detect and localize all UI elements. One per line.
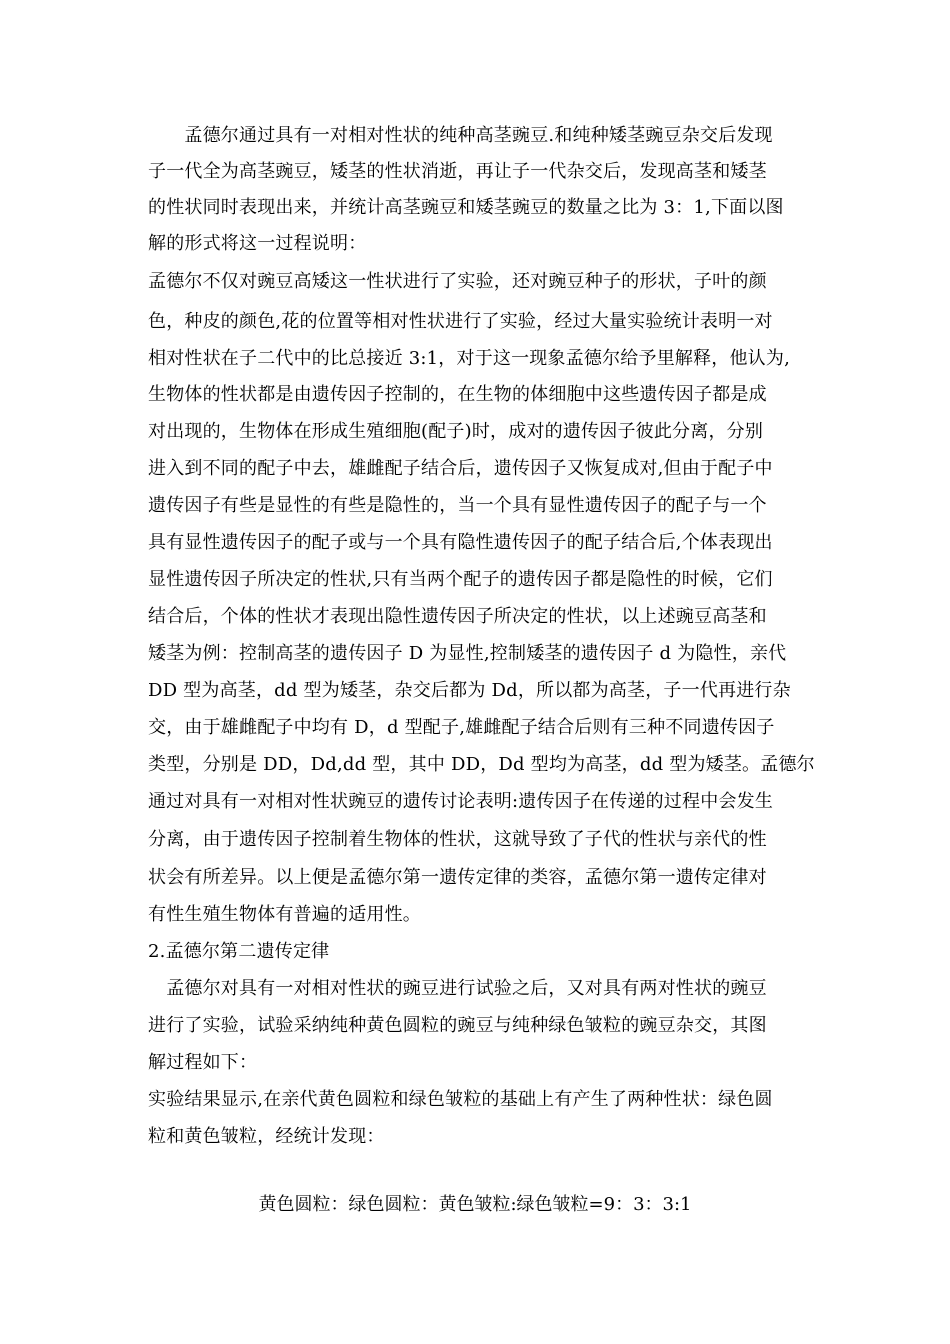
paragraph-1-line: 的性状同时表现出来，并统计高茎豌豆和矮茎豌豆的数量之比为 3：1,下面以图 bbox=[148, 197, 784, 218]
paragraph-4-line: 粒和黄色皱粒，经统计发现： bbox=[148, 1126, 385, 1147]
paragraph-2-line: 显性遗传因子所决定的性状,只有当两个配子的遗传因子都是隐性的时候，它们 bbox=[148, 569, 773, 590]
paragraph-2-line: 交，由于雄雌配子中均有 D，d 型配子,雄雌配子结合后则有三种不同遗传因子 bbox=[148, 717, 775, 738]
paragraph-2-line: 相对性状在子二代中的比总接近 3:1，对于这一现象孟德尔给予里解释，他认为, bbox=[148, 348, 791, 369]
paragraph-2-line: 对出现的，生物体在形成生殖细胞(配子)时，成对的遗传因子彼此分离，分别 bbox=[148, 421, 764, 442]
paragraph-1-line: 解的形式将这一过程说明： bbox=[148, 233, 367, 254]
paragraph-2-line: 生物体的性状都是由遗传因子控制的，在生物的体细胞中这些遗传因子都是成 bbox=[148, 384, 767, 405]
paragraph-2-line: 类型，分别是 DD，Dd,dd 型，其中 DD，Dd 型均为高茎，dd 型为矮茎。孟德尔 bbox=[148, 754, 815, 775]
paragraph-2-line: 矮茎为例：控制高茎的遗传因子 D 为显性,控制矮茎的遗传因子 d 为隐性，亲代 bbox=[148, 643, 787, 664]
paragraph-2-line: 孟德尔不仅对豌豆高矮这一性状进行了实验，还对豌豆种子的形状，子叶的颜 bbox=[148, 271, 767, 292]
paragraph-1-line: 子一代全为高茎豌豆，矮茎的性状消逝，再让子一代杂交后，发现高茎和矮茎 bbox=[148, 161, 767, 182]
paragraph-3-line: 解过程如下： bbox=[148, 1052, 258, 1073]
paragraph-2-line: 色，种皮的颜色,花的位置等相对性状进行了实验，经过大量实验统计表明一对 bbox=[148, 311, 773, 332]
paragraph-3-line: 进行了实验，试验采纳纯种黄色圆粒的豌豆与纯种绿色皱粒的豌豆杂交，其图 bbox=[148, 1015, 767, 1036]
paragraph-2-line: 状会有所差异。以上便是孟德尔第一遗传定律的类容，孟德尔第一遗传定律对 bbox=[148, 867, 767, 888]
paragraph-1-line: 孟德尔通过具有一对相对性状的纯种高茎豌豆.和纯种矮茎豌豆杂交后发现 bbox=[148, 125, 773, 146]
paragraph-2-line: 分离，由于遗传因子控制着生物体的性状，这就导致了子代的性状与亲代的性 bbox=[148, 829, 767, 850]
paragraph-4-line: 实验结果显示,在亲代黄色圆粒和绿色皱粒的基础上有产生了两种性状：绿色圆 bbox=[148, 1089, 773, 1110]
paragraph-2-line: 进入到不同的配子中去，雄雌配子结合后，遗传因子又恢复成对,但由于配子中 bbox=[148, 458, 773, 479]
ratio-equation: 黄色圆粒：绿色圆粒：黄色皱粒:绿色皱粒=9：3：3:1 bbox=[258, 1194, 692, 1215]
paragraph-2-line: DD 型为高茎，dd 型为矮茎，杂交后都为 Dd，所以都为高茎，子一代再进行杂 bbox=[148, 680, 791, 701]
paragraph-2-line: 具有显性遗传因子的配子或与一个具有隐性遗传因子的配子结合后,个体表现出 bbox=[148, 532, 773, 553]
paragraph-3-line: 孟德尔对具有一对相对性状的豌豆进行试验之后，又对具有两对性状的豌豆 bbox=[148, 978, 767, 999]
paragraph-2-line: 结合后，个体的性状才表现出隐性遗传因子所决定的性状，以上述豌豆高茎和 bbox=[148, 606, 767, 627]
paragraph-2-line: 遗传因子有些是显性的有些是隐性的，当一个具有显性遗传因子的配子与一个 bbox=[148, 495, 767, 516]
paragraph-2-line: 有性生殖生物体有普遍的适用性。 bbox=[148, 904, 421, 925]
section-heading: 2.孟德尔第二遗传定律 bbox=[148, 941, 330, 962]
paragraph-2-line: 通过对具有一对相对性状豌豆的遗传讨论表明:遗传因子在传递的过程中会发生 bbox=[148, 791, 774, 812]
